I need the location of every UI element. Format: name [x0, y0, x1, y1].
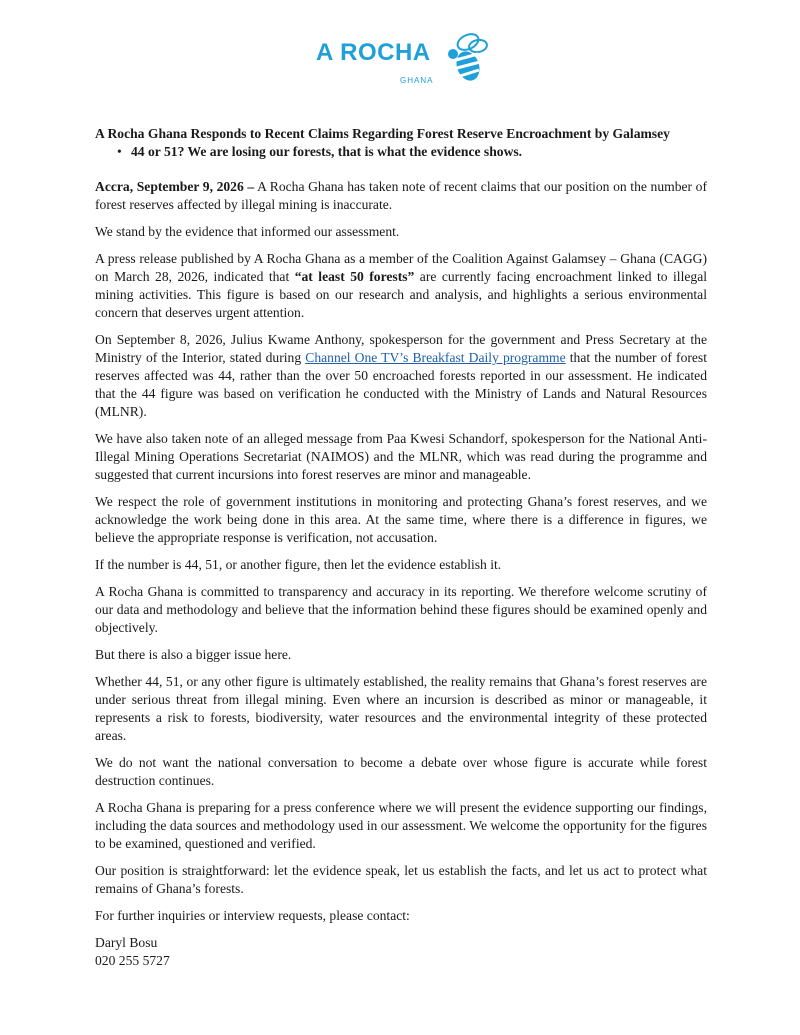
- paragraph-4-after: that the number of forest reserves affected was 44, rather than the over 50 encroached forests reported in our assessment. He indicated that the 44 figure was based on verification he conducted with the Ministry of Lands and Natural Resources (MLNR).: [95, 350, 708, 419]
- paragraph-1-text: A Rocha Ghana has taken note of recent claims that our position on the number of forest reserves affected by illegal mining is inaccurate.: [95, 179, 707, 212]
- subtitle-text: 44 or 51? We are losing our forests, that is what the evidence shows.: [131, 144, 523, 159]
- paragraph-8: A Rocha Ghana is committed to transparency and accuracy in its reporting. We therefore welcome scrutiny of our data and methodology and believe that the information behind these figures should be examined openly and objectively.: [95, 584, 707, 635]
- paragraph-3-before: A press release published by A Rocha Ghana as a member of the Coalition Against Galamsey – Ghana (CAGG) on March 28, 2026, indicated that: [95, 251, 707, 284]
- channel-one-link[interactable]: Channel One TV’s Breakfast Daily programme: [305, 350, 566, 365]
- paragraph-4: [95, 331, 707, 421]
- paragraph-5: We have also taken note of an alleged message from Paa Kwesi Schandorf, spokesperson for the National Anti-Illegal Mining Operations Secretariat (NAIMOS) and the MLNR, which was read during the programme and suggested that current incursions into forest reserves are minor and manageable.: [95, 431, 707, 482]
- contact-block: [95, 934, 707, 970]
- paragraph-9: But there is also a bigger issue here.: [95, 647, 292, 662]
- paragraph-3-after: are currently facing encroachment linked to illegal mining activities. This figure is based on our research and analysis, and highlights a serious environmental concern that deserves urgent attention.: [95, 269, 707, 320]
- press-release-body: [95, 125, 707, 970]
- subtitle-bullet: [119, 143, 707, 161]
- contact-phone: 020 255 5727: [95, 953, 170, 968]
- contact-name: Daryl Bosu: [95, 935, 158, 950]
- paragraph-7: If the number is 44, 51, or another figure, then let the evidence establish it.: [95, 557, 502, 572]
- press-release-title: A Rocha Ghana Responds to Recent Claims Regarding Forest Reserve Encroachment by Galamsey: [95, 126, 670, 141]
- bullet-icon: •: [117, 144, 122, 159]
- paragraph-14: For further inquiries or interview requests, please contact:: [95, 908, 410, 923]
- logo-text: A ROCHA: [316, 39, 431, 66]
- paragraph-4-before: On September 8, 2026, Julius Kwame Anthony, spokesperson for the government and Press Secretary at the Ministry of the Interior, stated during: [95, 332, 707, 365]
- paragraph-2: We stand by the evidence that informed our assessment.: [95, 224, 400, 239]
- a-rocha-ghana-logo: [316, 30, 496, 90]
- bee-icon: [444, 30, 490, 88]
- logo-subtext: GHANA: [400, 76, 434, 85]
- paragraph-10: Whether 44, 51, or any other figure is ultimately established, the reality remains that Ghana’s forest reserves are under serious threat from illegal mining. Even where an incursion is described as minor or manageable, it represents a risk to forests, biodiversity, water resources and the environmental integrity of these protected areas.: [95, 674, 707, 743]
- paragraph-13: Our position is straightforward: let the evidence speak, let us establish the facts, and let us act to protect what remains of Ghana’s forests.: [95, 863, 707, 896]
- paragraph-3-bold: “at least 50 forests”: [294, 269, 415, 284]
- paragraph-12: A Rocha Ghana is preparing for a press conference where we will present the evidence supporting our findings, including the data sources and methodology used in our assessment. We welcome the opportunity for the figures to be examined, questioned and verified.: [95, 800, 707, 851]
- paragraph-1: [95, 178, 707, 214]
- paragraph-3: [95, 250, 707, 322]
- dateline: Accra, September 9, 2026 –: [95, 179, 255, 194]
- paragraph-6: We respect the role of government institutions in monitoring and protecting Ghana’s forest reserves, and we acknowledge the work being done in this area. At the same time, where there is a difference in figures, we believe the appropriate response is verification, not accusation.: [95, 494, 707, 545]
- paragraph-11: We do not want the national conversation to become a debate over whose figure is accurate while forest destruction continues.: [95, 755, 707, 788]
